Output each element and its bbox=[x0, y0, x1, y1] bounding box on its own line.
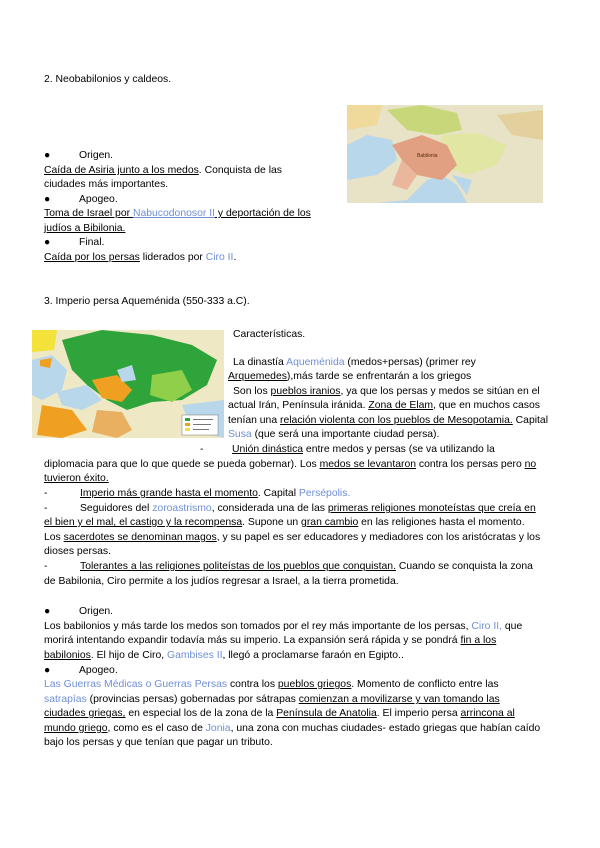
s2-origen-label: Origen. bbox=[79, 150, 114, 161]
map-neobabylonian-empire bbox=[347, 105, 543, 203]
s3-apogeo-line4: mundo griego, como es el caso de Jonia, una zona con muchas ciudades- estado griegas que habían caído bbox=[44, 723, 541, 734]
s2-apogeo-bullet-line bbox=[44, 193, 118, 208]
s3-b1-line1: Unión dinástica entre medos y persas (se va utilizando la bbox=[232, 444, 495, 455]
link-nabucodonosor[interactable]: Nabucodonosor II bbox=[132, 208, 215, 219]
s3-p2-line2: actual Irán, Península iránida. Zona de Elam, que en muchos casos bbox=[228, 400, 540, 411]
s3-b1-dash: - bbox=[200, 444, 204, 455]
s3-b3-line2: el bien y el mal, el castigo y la recompensa. Supone un gran cambio en las religiones hasta el momento. bbox=[44, 517, 525, 528]
bullet-icon: ● bbox=[44, 237, 51, 248]
s3-caracteristicas: Características. bbox=[233, 329, 306, 340]
bullet-icon: ● bbox=[44, 194, 51, 205]
s3-origen-line1: Los babilonios y más tarde los medos son tomados por el rey más importante de los persas, Ciro II, que bbox=[44, 621, 523, 632]
s2-final-bullet-line bbox=[44, 236, 105, 251]
s3-origen-line3: babilonios. El hijo de Ciro, Gambises II, llegó a proclamarse faraón en Egipto.. bbox=[44, 650, 404, 661]
link-gambises[interactable]: Gambises II bbox=[167, 650, 223, 661]
s3-p1-line2: Arquemedes),más tarde se enfrentarán a los griegos bbox=[228, 371, 472, 382]
s3-b4-line2: de Babilonia, Ciro permite a los judíos regresar a Israel, a la tierra prometida. bbox=[44, 576, 399, 587]
link-ciro-ii[interactable]: Ciro II, bbox=[471, 621, 502, 632]
s2-origen-bullet-line bbox=[44, 149, 114, 164]
s2-final-label: Final. bbox=[79, 237, 105, 248]
s3-apogeo-line2: satrapías (provincias persas) gobernadas por sátrapas comienzan a movilizarse y van tomando las bbox=[44, 694, 500, 705]
s3-b2-line: Imperio más grande hasta el momento. Capital Persépolis. bbox=[80, 488, 351, 499]
link-jonia[interactable]: Jonia bbox=[205, 723, 231, 734]
s3-b3-dash: - bbox=[44, 503, 48, 514]
s2-apogeo-label: Apogeo. bbox=[79, 194, 118, 205]
s2-apogeo-text-2: judíos a Bibilonia. bbox=[44, 223, 126, 234]
link-satrapias[interactable]: satrapías bbox=[44, 694, 87, 705]
bullet-icon: ● bbox=[44, 606, 51, 617]
s3-apogeo-bullet-line bbox=[44, 664, 118, 679]
link-susa[interactable]: Susa bbox=[228, 429, 252, 440]
link-persepolis[interactable]: Persépolis. bbox=[298, 488, 351, 499]
s3-apogeo-line1: Las Guerras Médicas o Guerras Persas contra los pueblos griegos. Momento de conflicto entre las bbox=[44, 679, 499, 690]
s3-b3-line3: Los sacerdotes se denominan magos, y su papel es ser educadores y mediadores con los aristócratas y los bbox=[44, 532, 541, 543]
s2-apogeo-text-1: Toma de Israel por Nabucodonosor II y deportación de los bbox=[44, 208, 311, 219]
link-ciro[interactable]: Ciro II bbox=[205, 252, 234, 263]
bullet-icon: ● bbox=[44, 150, 51, 161]
s3-b1-line2: diplomacia para que lo que quede se pueda gobernar). Los medos se levantaron contra los persas pero no bbox=[44, 459, 537, 470]
s2-final-text: Caída por los persas liderados por Ciro II. bbox=[44, 252, 237, 263]
s3-b3-line1: Seguidores del zoroastrismo, considerada una de las primeras religiones monoteístas que creía en bbox=[80, 503, 536, 514]
s3-p2-line3: tenían una relación violenta con los pueblos de Mesopotamia. Capital bbox=[228, 415, 549, 426]
s2-origen-text-2: ciudades más importantes. bbox=[44, 179, 169, 190]
bullet-icon: ● bbox=[44, 665, 51, 676]
link-zoroastrismo[interactable]: zoroastrismo bbox=[152, 503, 212, 514]
s3-b3-line4: dioses persas. bbox=[44, 546, 111, 557]
s3-b1-line3: tuvieron éxito. bbox=[44, 473, 109, 484]
s3-b4-line1: Tolerantes a las religiones politeístas de los pueblos que conquistan. Cuando se conquista la zona bbox=[80, 561, 533, 572]
s3-b4-dash: - bbox=[44, 561, 48, 572]
s3-p1-line1: La dinastía Aqueménida (medos+persas) (primer rey bbox=[233, 357, 476, 368]
s3-origen-bullet-line bbox=[44, 605, 114, 620]
s2-origen-text-1: Caída de Asiria junto a los medos. Conquista de las bbox=[44, 165, 282, 176]
s3-b2-dash: - bbox=[44, 488, 48, 499]
s3-apogeo-line5: bajo los persas y que tenían que pagar un tributo. bbox=[44, 737, 273, 748]
s3-apogeo-line3: ciudades griegas, en especial los de la zona de la Península de Anatolia. El imperio persa arrincona al bbox=[44, 708, 515, 719]
section3-heading: 3. Imperio persa Aqueménida (550-333 a.C). bbox=[44, 296, 250, 307]
s3-p2-line1: Son los pueblos iranios, ya que los persas y medos se sitúan en el bbox=[233, 386, 540, 397]
section2-heading: 2. Neobabilonios y caldeos. bbox=[44, 74, 172, 85]
s3-p2-line4: Susa (que será una importante ciudad persa). bbox=[228, 429, 440, 440]
link-aquemenida[interactable]: Aqueménida bbox=[286, 357, 345, 368]
s3-apogeo-label: Apogeo. bbox=[79, 665, 118, 676]
map1-label: Babilonia bbox=[417, 153, 438, 159]
s3-origen-label: Origen. bbox=[79, 606, 114, 617]
link-guerras-medicas[interactable]: Las Guerras Médicas o Guerras Persas bbox=[44, 679, 228, 690]
s3-origen-line2: morirá intentando expandir todavía más su imperio. La expansión será rápida y se pondrá fin a los bbox=[44, 635, 497, 646]
map-achaemenid-empire bbox=[32, 330, 224, 438]
